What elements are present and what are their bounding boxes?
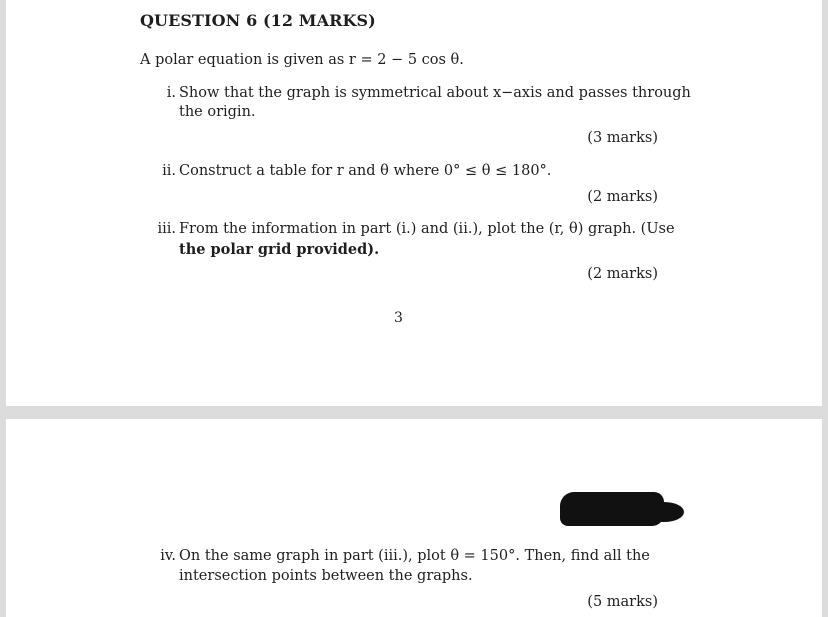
document-page-2 [6,419,822,617]
item-number-i: i. [166,85,176,101]
item-iii-marks: (2 marks) [587,266,658,282]
item-i-line-1: Show that the graph is symmetrical about x−axis and passes through [179,85,691,101]
item-iii-line-1: From the information in part (i.) and (ii.), plot the (r, θ) graph. (Use [179,221,675,237]
item-iii-line-2: the polar grid provided). [179,241,380,258]
item-number-iii: iii. [157,221,176,237]
redaction-mark-tail [644,502,684,522]
item-iv-line-1: On the same graph in part (iii.), plot θ = 150°. Then, find all the [179,548,650,564]
item-number-ii: ii. [162,163,176,179]
redacted-stamp [560,492,684,526]
item-number-iv: iv. [160,548,176,564]
item-iv-line-2: intersection points between the graphs. [179,568,473,584]
question-intro: A polar equation is given as r = 2 − 5 cos θ. [140,52,464,68]
item-ii-line-1: Construct a table for r and θ where 0° ≤ θ ≤ 180°. [179,163,552,179]
item-ii-marks: (2 marks) [587,189,658,205]
item-i-marks: (3 marks) [587,130,658,146]
document-page-1 [6,0,822,406]
item-i-line-2: the origin. [179,104,256,120]
page-number: 3 [394,310,403,326]
question-heading: QUESTION 6 (12 MARKS) [140,11,376,30]
item-iv-marks: (5 marks) [587,594,658,610]
